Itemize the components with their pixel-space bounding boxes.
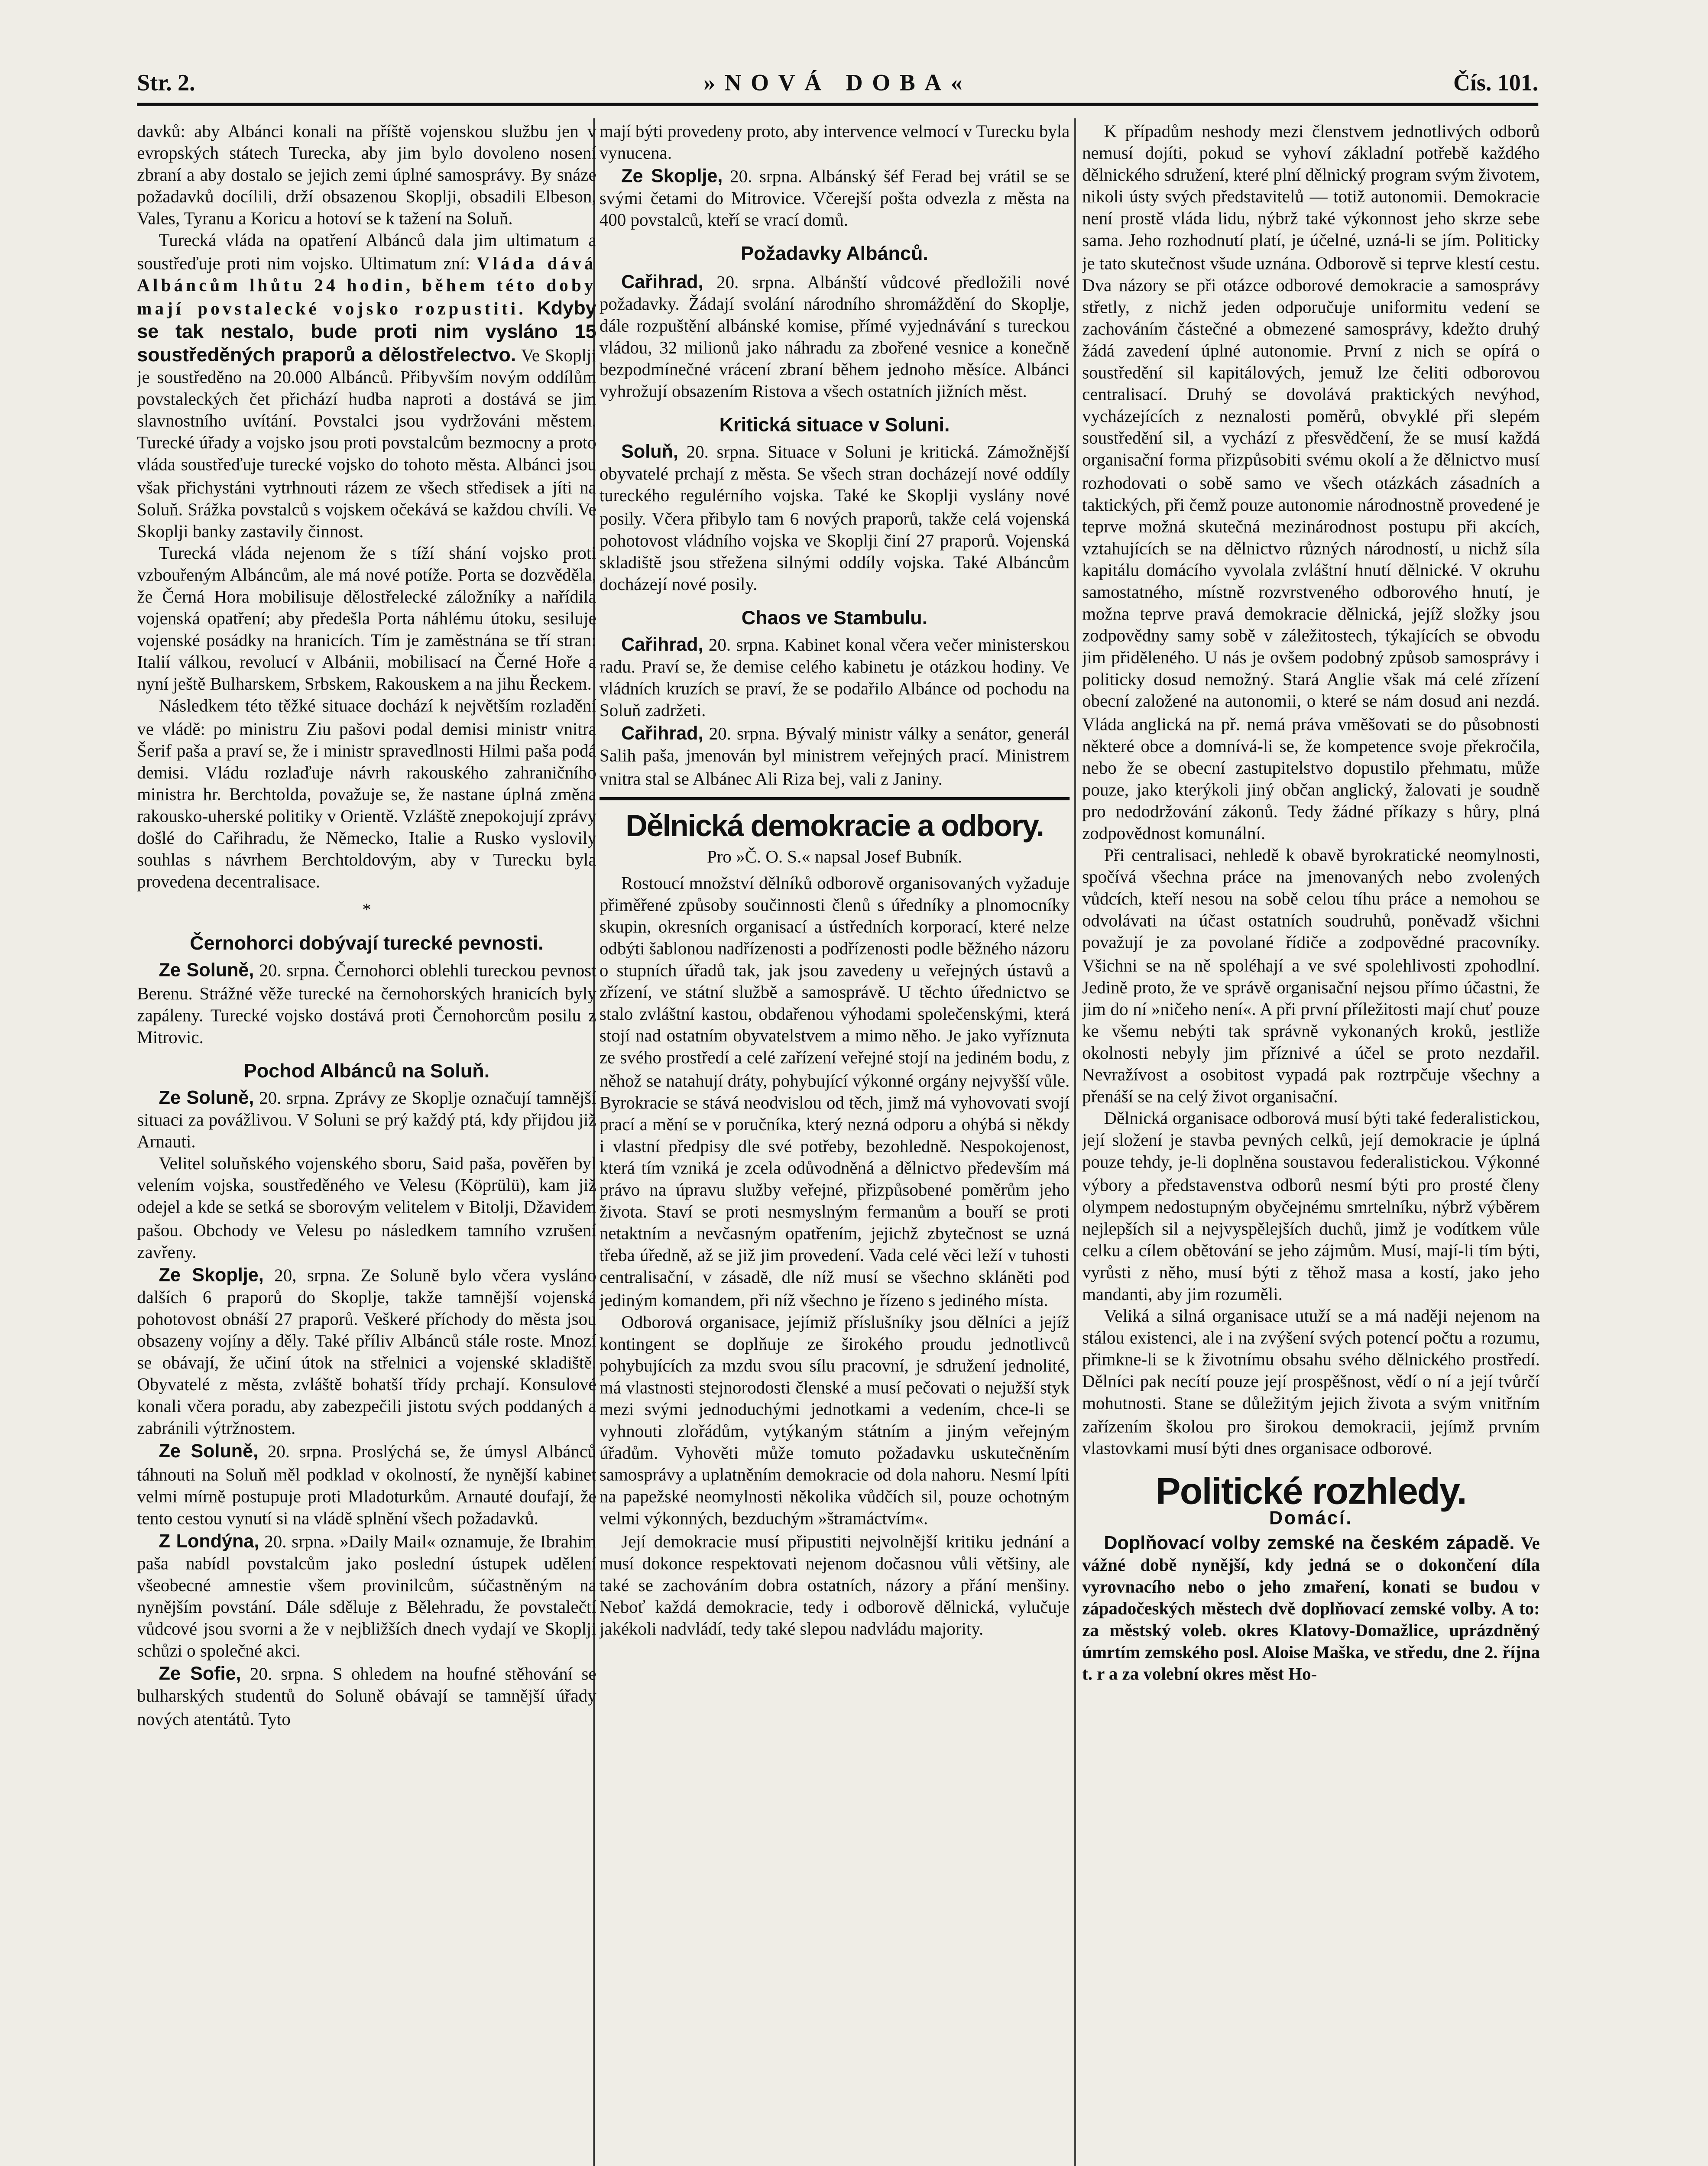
paragraph: Veliká a silná organisace utuží se a má naději nejenom na stálou existenci, ale i na zvýšení svých potencí počtu a rozumu, přimkne-li se k životnímu obsahu svého dělnického prostředí. Dělníci pak necítí pouze její prospěšnost, vědí o ní a její tvůrčí mohutnosti. Stane se důležitým jejich života a svým vnitřním zařízením školou pro širokou demokracii, jejímž prvním vlastovkami musí býti dnes organisace odborové.: [1082, 1307, 1540, 1458]
text-run: Turecká vláda na opatření Albánců dala jim ultimatum a soustřeďuje proti nim vojsko. Ultimatum zní:: [137, 233, 596, 273]
column-1: [137, 121, 596, 2166]
dateline: Ze Soluně,: [159, 1440, 259, 1463]
paragraph: Odborová organisace, jejímiž příslušníky jsou dělníci a jejíž kontingent se doplňuje ze širokého proudu jednotlivců pohybujících za mzdu svou sílu pracovní, je sdružení jednolité, má vlastnosti stejnorodosti členské a musí pečovati o nejužší styk mezi svými jednoduchými jednotkami a vedením, chce-li se vyhnouti zlořádům, vytýkaným státním a jiným veřejným úřadům. Vyhověti může tomuto požadavku uskutečněním samosprávy a uplatněním demokracie od dola nahoru. Nesmí lpíti na papežské neomylnosti několika vůdčích sil, pouze ochotným velmi výkonných, bezduchým »štramáctvím«.: [599, 1313, 1070, 1530]
dateline: Ze Soluně,: [159, 960, 254, 982]
byline: Pro »Č. O. S.« napsal Josef Bubník.: [707, 848, 963, 867]
article-heading: Pochod Albánců na Soluň.: [243, 1060, 490, 1082]
paragraph: [600, 270, 1070, 403]
feature-title: Dělnická demokracie a odbory.: [626, 809, 1044, 843]
dateline: Cařihrad,: [621, 723, 703, 745]
paragraph: [137, 231, 596, 543]
text-run: 20. srpna. Albánský šéf Ferad bej vrátil se se svými četami do Mitrovice. Včerejší pošta odvezla z města na 400 povstalců, kteří se vrací domů.: [599, 168, 1070, 231]
text-run: 20. srpna. Zprávy ze Skoplje označují tamnější situaci za povážlivou. V Soluni se prý každý ptá, kdy přijdou již Arnauti.: [137, 1089, 596, 1152]
text-run: 20. srpna. Černohorci oblehli tureckou pevnost Berenu. Strážné věže turecké na černohorských hranicích byly zapáleny. Turecké vojsko dostává proti Černohorcům posilu z Mitrovic.: [137, 963, 596, 1047]
text-run: 20. srpna. Proslýchá se, že úmysl Albánců táhnouti na Soluň měl podklad v okolností, že nynější kabinet velmi mírně postupuje proti Mladoturkům. Arnauté doufají, že tento cestou vynutí si na vládě splnění všech požadavků.: [137, 1443, 596, 1529]
section-title: Politické rozhledy.: [1155, 1471, 1466, 1513]
bold-text: Kdyby se tak nestalo, bude proti nim vysláno 15 soustředěných praporů a dělostřelectvo.: [137, 297, 596, 366]
paragraph: [600, 165, 1070, 233]
dateline: Soluň,: [621, 441, 678, 463]
lead-heading: Doplňovací volby zemské na českém západě.: [1104, 1531, 1515, 1554]
separator-star: *: [362, 901, 371, 921]
dateline: Z Londýna,: [159, 1530, 259, 1552]
page-header: [137, 68, 1538, 106]
article-heading: Kritická situace v Soluni.: [719, 414, 950, 436]
section-rule: [600, 797, 1070, 800]
article-heading: Černohorci dobývají turecké pevnosti.: [190, 933, 544, 955]
paragraph: davků: aby Albánci konali na příště vojenskou službu jen v evropských státech Turecka, aby jim bylo dovoleno nosení zbraní a aby dostalo se jejich zemi úplné samosprávy. By snáze požadavků docílili, drží obsazenou Skoplji, obsadili Elbeson, Vales, Tyranu a Koricu a hotoví se k tažení na Soluň.: [137, 123, 596, 230]
newspaper-title: »NOVÁ DOBA«: [703, 71, 972, 97]
text-run: 20. srpna. Albánští vůdcové předložili nové požadavky. Žádají svolání národního shromáždění do Skoplje, dále rozpuštění albánské komise, přímé vyjednávání s tureckou vládou, 32 milionů jako náhradu za zbořené vesnice a konečně bezpodmínečné vrácení zbraní během jednoho měsíce. Albánci vyhrožují obsazením Ristova a všech ostatních jižních měst.: [599, 273, 1070, 402]
text-run: 20. srpna. S ohledem na houfné stěhování se bulharských studentů do Soluně obávají se tamnější úřady nových atentátů. Tyto: [137, 1666, 596, 1729]
text-run: 20, srpna. Ze Soluně bylo včera vysláno dalších 6 praporů do Skoplje, takže tamnější vojenská pohotovost obnáší 27 praporů. Veškeré příchody do města jsou obsazeny vojíny a děly. Také příliv Albánců stále roste. Mnozí se obávají, že učiní útok na střelnici a vojenské skladiště. Obyvatelé z města, zvláště bohatší třídy prchají. Konsulové konali včera poradu, aby zabezpečili jistotu svých poddaných a zabránili výtržnostem.: [137, 1267, 596, 1439]
paragraph: mají býti provedeny proto, aby intervence velmocí v Turecku byla vynucena.: [599, 123, 1070, 164]
header-rule: [137, 103, 1538, 106]
column-divider: [1074, 118, 1076, 2166]
paragraph: [600, 723, 1070, 791]
article-heading: Požadavky Albánců.: [741, 243, 928, 266]
dateline: Ze Soluně,: [159, 1086, 254, 1109]
paragraph: Její demokracie musí připustiti nejvolnější kritiku jednání a musí dokonce respektovati nejenom dočasnou vůli většiny, ale také se zachováním dobra ostatních, názory a přání menšiny. Neboť každá demokracie, tedy i odborově dělnická, vylučuje jakékoli nadvládí, tedy také slepou nadvládu majority.: [599, 1533, 1070, 1639]
subsection-title: Domácí.: [1269, 1507, 1353, 1529]
paragraph: K případům neshody mezi členstvem jednotlivých odborů nemusí dojíti, pokud se vyhoví základní potřebě každého dělnického sdružení, které plní dělnický program svým životem, nikoli ústy svých představitelů — totiž autonomii. Demokracie není prostě vláda lidu, nýbrž také výkonnost jeho skrze sebe sama. Jeho rozhodnutí platí, je účelné, uzná-li se jím. Politicky je tato skutečnost všude uznána. Odborově si teprve klestí cestu. Dva názory se při otázce odborové demokracie a samosprávy střetly, z nichž jeden odporučuje uniformitu vedení se zachováním částečné a obmezené samosprávy, kdežto druhý žádá zavedení úplné autonomie. První z nich se opírá o soustředění sil kapitálových, jemuž lze čeliti odborovou centralisací. Druhý se dovolává praktických nevýhod, vycházejících z neznalosti poměrů, obvyklé při slepém soustředění sil, a vychází z přesvědčení, že se musí každá organisační forma přizpůsobiti svému okolí a že dělnictvo musí rozhodovati o sobě samo ve všech otázkách zásadních a taktických, při čemž pouze autonomie národnostně provedené je teprve možná skutečná mezinárodnost postupu při akcích, vztahujících se na dělnictvo různých národností, u nichž síla kapitálu domácího vyvolala zvláštní hnutí dělnické. V okruhu samostatného, místně rozvrstveného odborového hnutí, je možna teprve pravá demokracie dělnická, jejíž složky jsou zodpovědny samy sobě v záležitostech, týkajících se obvodu jim přiděleného. U nás je ovšem podobný způsob samosprávy i politicky dosud nemožný. Stará Anglie však má celé zřízení obecní založené na autonomii, o které se nám dosud ani nezdá. Vláda anglická na př. nemá práva vměšovati se do působnosti některé obce a domnívá-li se, že kompetence svoje překročila, nebo že se obecní zastupitelstvo dopustilo přehmatu, může pouze, jako kterýkoli jiný občan anglický, žalovati je soudně pro nedodržování zákonů. Tedy žádné příkazy s hůry, plná zodpovědnost komunální.: [1082, 123, 1540, 844]
page-number: Str. 2.: [137, 71, 195, 97]
paragraph: Při centralisaci, nehledě k obavě byrokratické neomylnosti, spočívá všechna práce na jmenovaných nebo zvolených vůdcích, kteří nesou na sobě celou tíhu práce a nemohou se odvolávati na účast ostatních soudruhů, poněvadž všichni považují je za povolané řídiče a zodpovědné pracovníky. Všichni se na ně spoléhají a ve své spolehlivosti zpohodlní. Jedině proto, že ve správě organisační nejsou přímo účastni, že jim do ní »ničeho není«. A při první příležitosti mají chuť pouze ke všemu nebýti tak správně vykonaných kroků, jestliže okolnosti nebyly jim příznivé a účel se proto nezdařil. Nevražívost a osobitost vypadá pak roztrpčuje všechny a přenáší se na celý život organisační.: [1082, 847, 1540, 1107]
paragraph: [600, 441, 1070, 596]
ultimatum-text: Vláda dává Albáncům lhůtu 24 hodin, během této doby mají povstalecké vojsko rozpustiti.: [137, 254, 596, 319]
paragraph: [137, 1663, 596, 1731]
paragraph: Následkem této těžké situace dochází k největším rozladění ve vládě: po ministru Ziu pašovi podal demisi ministr vnitra Šerif paša a praví se, že i ministr spravedlnosti Hilmi paša podá demisi. Vládu rozlaďuje návrh rakouského zahraničního ministra hr. Berchtolda, považuje se, že nastane úplná změna rakousko-uherské politiky v Orientě. Vzláště znepokojují zprávy došlé do Cařihradu, že Německo, Italie a Rusko vyslovily souhlas s návrhem Berchtoldovým, aby v Turecku byla provedena decentralisace.: [137, 698, 596, 892]
paragraph: Rostoucí množství dělníků odborově organisovaných vyžaduje přiměřené způsoby součinnosti členů s úředníky a plnomocníky skupin, okresních organisací a ústředních korporací, které nelze odbýti šablonou nadřízenosti a podřízenosti podle běžného názoru o stupních úřadů tak, jak jsou zavedeny u veřejných ústavů a zřízení, ve státní službě a samosprávě. U těchto úřednictvo se stalo zvláštní kastou, obdařenou výhodami společenskými, která stojí nad ostatním obyvatelstvem a mimo něho. Je jako vyříznuta ze svého prostředí a celé zařízení veřejné stojí na jediném bodu, z něhož se natahují dráty, pohybující výkonné orgány nejvyšší vůle. Byrokracie se stává neodvislou od těch, jimž má vyhovovati svojí prací a mění se v poručníka, který nezná odporu a ohýbá si někdy i vlastní předpisy dle své potřeby, bezohledně. Nespokojenost, která tím vzniká je zcela odůvodněná a dělnictvo především má právo na úpravu služby veřejné, přizpůsobené poměrům jeho života. Staví se proti nesmyslným fermanům a bouří se proti netaktním a nevčasným opatřením, jejichž zbytečnost se uzná třeba úředně, až se již jim provedení. Vada celé věci leží v tuhosti centralisační, v zásadě, dle níž musí se všechno skláněti pod jediným komandem, při níž všechno je řízeno s jediného místa.: [599, 874, 1070, 1310]
issue-number: Čís. 101.: [1453, 71, 1539, 97]
paragraph: Velitel soluňského vojenského sboru, Said paša, pověřen byl velením vojska, soustředěného ve Velesu (Köprülü), kam již odejel a kde se setká se sborovým velitelem v Bitolji, Džavidem pašou. Obchody ve Velesu po následkem tamního vzrušení zavřeny.: [137, 1155, 596, 1262]
column-2: [600, 121, 1070, 2166]
paragraph: [600, 634, 1070, 723]
paragraph: Dělnická organisace odborová musí býti také federalistickou, její složení je stavba pevných celků, její demokracie je úplná pouze tehdy, je-li doplněna soustavou federalistickou. Výkonné výbory a představenstva odborů nesmí býti pro prosté členy olympem nedostupným obyčejnému smrtelníku, nýbrž výběrem nejlepších sil a nejvyspělejších duchů, jimž je vodítkem vůle celku a cílem obětování se jeho zájmům. Musí, mají-li tím býti, vyrůsti z něho, musí býti z těhož masa a kostí, jako jeho mandanti, aby jim rozuměli.: [1082, 1110, 1540, 1305]
paragraph: [137, 1086, 596, 1154]
text-run: 20. srpna. »Daily Mail« oznamuje, že Ibrahim paša nabídl povstalcům jako poslední ústupek udělení všeobecné amnestie všem provinilcům, súčastněným na nynějším povstání. Dále sděluje z Bělehradu, že povstalečtí vůdcové jsou svorni a že v nejbližších dnech vydají ve Skoplji schůzi o společné akci.: [137, 1533, 596, 1662]
text-run: 20. srpna. Kabinet konal včera večer ministerskou radu. Praví se, že demise celého kabinetu je otázkou hodiny. Ve vládních kruzích se praví, že se podařilo Albánce od pochodu na Soluň zadržeti.: [599, 636, 1070, 721]
paragraph: [137, 960, 596, 1049]
text-run: Ve Skoplji je soustředěno na 20.000 Albánců. Přibyvším novým oddílům povstaleckých čet přichází hudba naproti a dostává se jim slavnostního uvítání. Povstalci jsou vydržováni městem. Turecké úřady a vojsko jsou proti povstalcům bezmocny a proto vláda soustřeďuje turecké vojsko do tohoto města. Albánci jsou však přichystáni vytrhnouti rázem ze všech středisek a jíti na Soluň. Srážka povstalců s vojskem očekává se každou chvíli. Ve Skoplji banky zastavily činnost.: [137, 347, 596, 542]
paragraph: [1082, 1532, 1540, 1687]
text-run: Ve vážné době nynější, kdy jedná se o dokončení díla vyrovnacího nebo o jeho zmaření, konati se budou v západočeských městech dvě doplňovací zemské volby. A to: za městský voleb. okres Klatovy-Domažlice, uprázdněný úmrtím zemského posl. Aloise Maška, ve středu, dne 2. října t. r a za volební okres měst Ho-: [1082, 1535, 1540, 1686]
paragraph: Turecká vláda nejenom že s tíží shání vojsko proti vzbouřeným Albáncům, ale má nové potíže. Porta se dozvěděla, že Černá Hora mobilisuje dělostřelecké záložníky a nařídila vojenská opatření; aby předešla Porta náhlému útoku, sesiluje vojenské posádky na hranicích. Tím je zaměstnána se tří stran: Italií válkou, revolucí v Albánii, mobilisací na Černé Hoře a nyní ještě Bulharskem, Srbskem, Rakouskem a na jihu Řeckem.: [137, 545, 596, 695]
article-heading: Chaos ve Stambulu.: [741, 607, 928, 629]
dateline: Cařihrad,: [621, 270, 703, 292]
text-run: 20. srpna. Bývalý ministr války a senátor, generál Salih paša, jmenován byl ministrem veřejných prací. Ministrem vnitra stal se Albánec Ali Riza bej, vali z Janiny.: [599, 726, 1070, 789]
column-3: [1082, 121, 1540, 2166]
dateline: Ze Skoplje,: [621, 165, 723, 187]
text-run: 20. srpna. Situace v Soluni je kritická. Zámožnější obyvatelé prchají z města. Se všech stran docházejí nové oddíly tureckého regulérního vojska. Také ke Skoplji vyslány nové posily. Včera přibylo tam 6 nových praporů, takže celá vojenská pohotovost vládního vojska ve Skoplji činí 27 praporů. Vojenská skladiště jsou střežena silnými oddíly vojska. Také Albáncům docházejí nové posily.: [599, 444, 1070, 595]
paragraph: [137, 1441, 596, 1530]
dateline: Ze Skoplje,: [159, 1264, 264, 1286]
dateline: Ze Sofie,: [159, 1663, 241, 1685]
dateline: Cařihrad,: [621, 633, 703, 655]
paragraph: [137, 1264, 596, 1441]
paragraph: [137, 1530, 596, 1663]
